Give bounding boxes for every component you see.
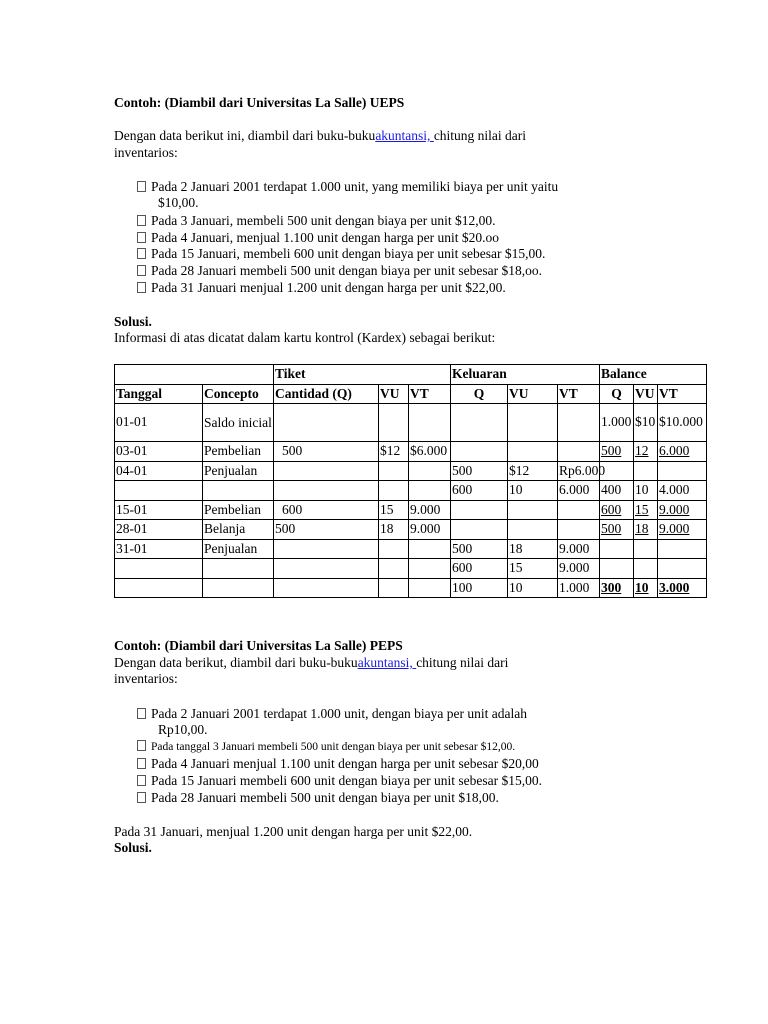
- table-cell: 12: [634, 442, 658, 462]
- section2-intro: [114, 655, 508, 672]
- table-cell: Penjualan: [203, 539, 274, 559]
- table-cell: 9.000: [658, 520, 707, 540]
- table-cell: 9.000: [558, 559, 600, 579]
- column-header: VU: [634, 384, 658, 404]
- solusi-text: Informasi di atas dicatat dalam kartu kontrol (Kardex) sebagai berikut:: [114, 330, 496, 345]
- table-cell: 400: [600, 481, 634, 501]
- table-row: [115, 520, 707, 540]
- column-header: Q: [600, 384, 634, 404]
- table-cell: [409, 481, 451, 501]
- column-header: Concepto: [203, 384, 274, 404]
- column-header: VU: [379, 384, 409, 404]
- table-cell: 500: [600, 442, 634, 462]
- table-cell: [508, 520, 558, 540]
- table-cell: Pembelian: [203, 442, 274, 462]
- table-row: [115, 481, 707, 501]
- bullet-icon: [137, 775, 146, 786]
- table-cell: $12: [508, 461, 558, 481]
- table-cell: 600: [274, 500, 379, 520]
- table-cell: [451, 442, 508, 462]
- table-cell: 31-01: [115, 539, 203, 559]
- bullet-icon: [137, 265, 146, 276]
- table-row: [115, 539, 707, 559]
- kardex-table: [114, 364, 707, 598]
- table-cell: [274, 461, 379, 481]
- table-row: [115, 578, 707, 598]
- table-cell: [274, 404, 379, 442]
- table-cell: 6.000: [558, 481, 600, 501]
- bullet-item: Pada 28 Januari membeli 500 unit dengan biaya per unit sebesar $18,oo.: [137, 263, 542, 280]
- bullet-item: Pada 4 Januari menjual 1.100 unit dengan harga per unit sebesar $20,00: [137, 756, 539, 773]
- table-cell: 600: [451, 481, 508, 501]
- section1-intro-post: chitung nilai dari: [433, 128, 527, 143]
- table-cell: [634, 461, 658, 481]
- table-cell: 03-01: [115, 442, 203, 462]
- column-header: VT: [409, 384, 451, 404]
- table-cell: 9.000: [558, 539, 600, 559]
- table-cell: [115, 481, 203, 501]
- table-cell: 18: [379, 520, 409, 540]
- table-cell: [203, 559, 274, 579]
- bullet-item-continuation: $10,00.: [158, 195, 199, 210]
- table-cell: [558, 500, 600, 520]
- table-cell: [451, 500, 508, 520]
- table-cell: 1.000: [558, 578, 600, 598]
- section1-intro-line2: inventarios:: [114, 145, 178, 160]
- table-cell: [409, 539, 451, 559]
- table-cell: 18: [508, 539, 558, 559]
- table-cell: 10: [634, 578, 658, 598]
- table-cell: 1.000: [600, 404, 634, 442]
- table-cell: [558, 404, 600, 442]
- solusi-label-2: Solusi.: [114, 840, 152, 855]
- table-cell: 15: [508, 559, 558, 579]
- table-cell: [451, 404, 508, 442]
- table-cell: Rp6.000: [558, 461, 600, 481]
- table-group-header-row: [115, 365, 707, 385]
- table-cell: Belanja: [203, 520, 274, 540]
- section1-intro: [114, 128, 526, 145]
- bullet-item-continuation: Rp10,00.: [158, 722, 208, 737]
- table-cell: $10: [634, 404, 658, 442]
- table-cell: [274, 578, 379, 598]
- table-cell: [634, 539, 658, 559]
- table-cell: [115, 559, 203, 579]
- table-cell: 15: [634, 500, 658, 520]
- table-cell: [451, 520, 508, 540]
- table-cell: [274, 539, 379, 559]
- section2-intro-line2: inventarios:: [114, 671, 178, 686]
- bullet-icon: [137, 248, 146, 259]
- table-cell: 18: [634, 520, 658, 540]
- table-cell: 600: [600, 500, 634, 520]
- bullet-item: Pada 3 Januari, membeli 500 unit dengan biaya per unit $12,00.: [137, 213, 496, 230]
- table-cell: [634, 559, 658, 579]
- table-cell: [508, 442, 558, 462]
- table-cell: Pembelian: [203, 500, 274, 520]
- table-cell: 500: [451, 461, 508, 481]
- table-cell: 600: [451, 559, 508, 579]
- table-cell: [600, 539, 634, 559]
- table-row: [115, 500, 707, 520]
- table-cell: [379, 578, 409, 598]
- table-cell: 500: [274, 442, 379, 462]
- table-cell: [409, 461, 451, 481]
- table-cell: [508, 404, 558, 442]
- table-cell: [558, 442, 600, 462]
- table-cell: [658, 559, 707, 579]
- bullet-item: Pada 2 Januari 2001 terdapat 1.000 unit, yang memiliki biaya per unit yaitu: [137, 179, 558, 196]
- bullet-icon: [137, 181, 146, 192]
- table-row: [115, 404, 707, 442]
- table-cell: 10: [634, 481, 658, 501]
- bullet-item: Pada 28 Januari membeli 500 unit dengan biaya per unit $18,00.: [137, 790, 499, 807]
- table-cell: 500: [451, 539, 508, 559]
- table-cell: 100: [451, 578, 508, 598]
- section1-intro-pre: Dengan data berikut ini, diambil dari buku-buku: [114, 128, 376, 143]
- table-cell: 9.000: [409, 500, 451, 520]
- table-cell: [409, 559, 451, 579]
- table-cell: [409, 404, 451, 442]
- solusi-label: Solusi.: [114, 314, 152, 329]
- table-cell: 300: [600, 578, 634, 598]
- table-cell: [379, 539, 409, 559]
- table-cell: 01-01: [115, 404, 203, 442]
- group-header-tiket: Tiket: [274, 365, 451, 385]
- akuntansi-link[interactable]: akuntansi,: [357, 655, 417, 670]
- akuntansi-link[interactable]: akuntansi,: [375, 128, 434, 143]
- bullet-icon: [137, 282, 146, 293]
- table-cell: 4.000: [658, 481, 707, 501]
- table-cell: 28-01: [115, 520, 203, 540]
- table-cell: $10.000: [658, 404, 707, 442]
- section2-intro-pre: Dengan data berikut, diambil dari buku-buku: [114, 655, 358, 670]
- table-cell: [379, 559, 409, 579]
- group-header-keluaran: Keluaran: [451, 365, 600, 385]
- table-cell: 3.000: [658, 578, 707, 598]
- table-cell: [115, 578, 203, 598]
- table-cell: [203, 481, 274, 501]
- table-cell: 10: [508, 481, 558, 501]
- table-cell: [274, 481, 379, 501]
- bullet-item: Pada 2 Januari 2001 terdapat 1.000 unit, dengan biaya per unit adalah: [137, 706, 527, 723]
- column-header: Q: [451, 384, 508, 404]
- table-cell: $6.000: [409, 442, 451, 462]
- group-header-balance: Balance: [600, 365, 707, 385]
- table-cell: [203, 578, 274, 598]
- bullet-icon: [137, 232, 146, 243]
- table-cell: [379, 481, 409, 501]
- table-cell: 10: [508, 578, 558, 598]
- table-cell: $12: [379, 442, 409, 462]
- section1-heading: Contoh: (Diambil dari Universitas La Salle) UEPS: [114, 95, 405, 110]
- table-cell: 15: [379, 500, 409, 520]
- column-header: Tanggal: [115, 384, 203, 404]
- table-cell: [600, 559, 634, 579]
- section2-heading: Contoh: (Diambil dari Universitas La Salle) PEPS: [114, 638, 403, 653]
- bullet-icon: [137, 792, 146, 803]
- table-cell: 04-01: [115, 461, 203, 481]
- section2-intro-post: chitung nilai dari: [416, 655, 509, 670]
- table-cell: [379, 404, 409, 442]
- table-cell: [379, 461, 409, 481]
- table-cell: [658, 539, 707, 559]
- table-header-row: [115, 384, 707, 404]
- bullet-item: Pada 31 Januari menjual 1.200 unit dengan harga per unit $22,00.: [137, 280, 506, 297]
- table-cell: 6.000: [658, 442, 707, 462]
- column-header: Cantidad (Q): [274, 384, 379, 404]
- table-row: [115, 442, 707, 462]
- bullet-item: Pada 15 Januari membeli 600 unit dengan biaya per unit sebesar $15,00.: [137, 773, 542, 790]
- table-cell: [409, 578, 451, 598]
- table-row: [115, 559, 707, 579]
- bullet-item: Pada tanggal 3 Januari membeli 500 unit dengan biaya per unit sebesar $12,00.: [137, 739, 515, 756]
- table-cell: [658, 461, 707, 481]
- bullet-icon: [137, 740, 146, 751]
- bullet-item: Pada 15 Januari, membeli 600 unit dengan biaya per unit sebesar $15,00.: [137, 246, 545, 263]
- table-cell: 15-01: [115, 500, 203, 520]
- table-row: [115, 461, 707, 481]
- bullet-item: Pada 4 Januari, menjual 1.100 unit dengan harga per unit $20.oo: [137, 230, 499, 247]
- table-cell: [558, 520, 600, 540]
- table-cell: 500: [274, 520, 379, 540]
- column-header: VT: [558, 384, 600, 404]
- table-cell: [508, 500, 558, 520]
- closing-text: Pada 31 Januari, menjual 1.200 unit dengan harga per unit $22,00.: [114, 824, 473, 839]
- bullet-icon: [137, 215, 146, 226]
- table-cell: 9.000: [409, 520, 451, 540]
- table-cell: [274, 559, 379, 579]
- bullet-icon: [137, 758, 146, 769]
- column-header: VT: [658, 384, 707, 404]
- column-header: VU: [508, 384, 558, 404]
- bullet-icon: [137, 708, 146, 719]
- table-cell: Penjualan: [203, 461, 274, 481]
- table-cell: 500: [600, 520, 634, 540]
- table-cell: 9.000: [658, 500, 707, 520]
- table-cell: Saldo inicial: [203, 404, 274, 442]
